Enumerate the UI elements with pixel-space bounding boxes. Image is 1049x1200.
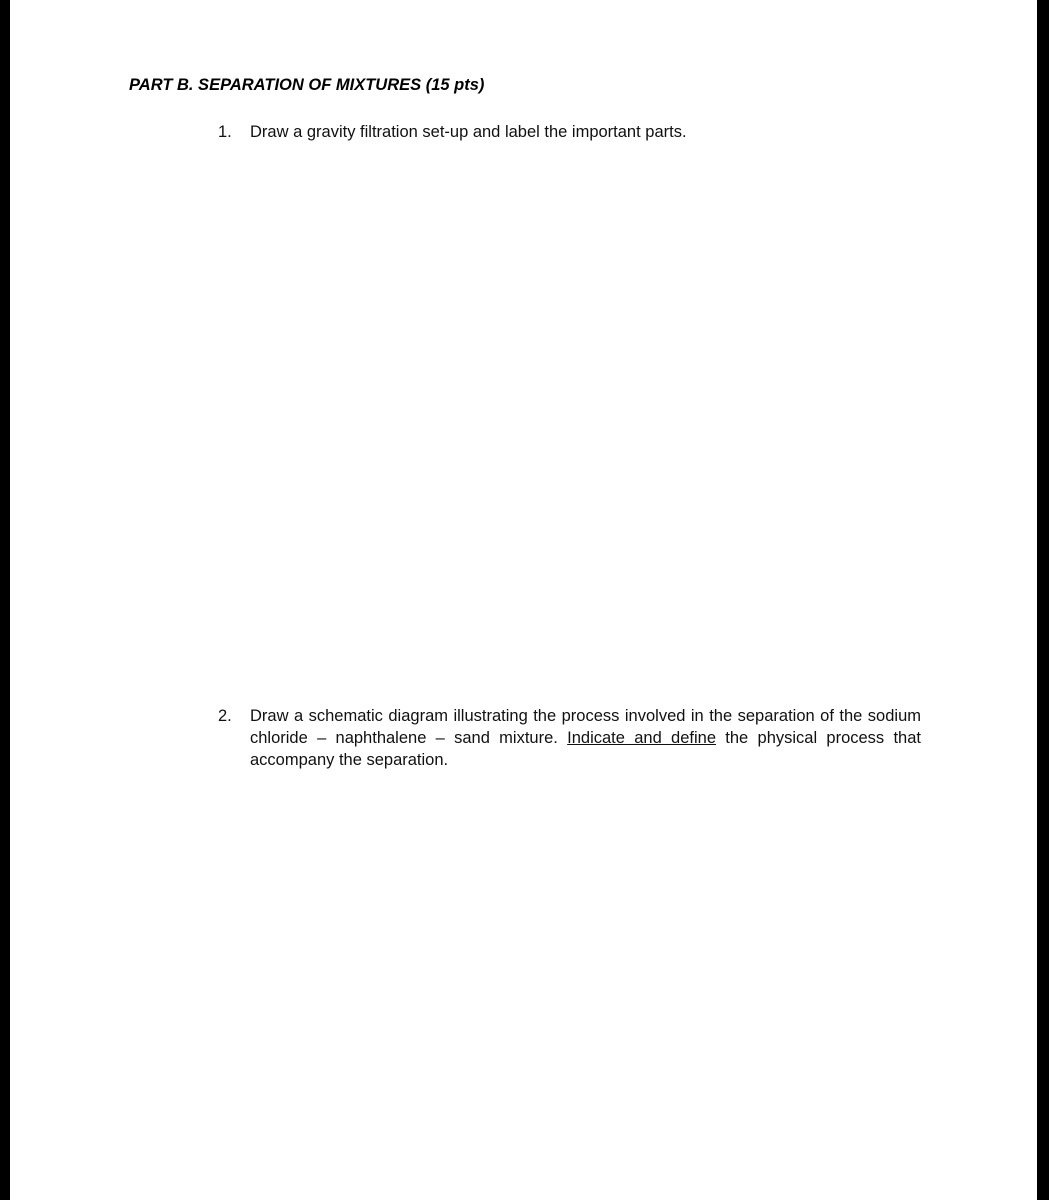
part-heading: PART B. SEPARATION OF MIXTURES (15 pts) [129, 76, 485, 94]
question-text-part-2: the physical process that accompany the separation. [250, 729, 921, 769]
question-number: 1. [218, 123, 232, 141]
document-page [10, 0, 1037, 1200]
question-1 [218, 121, 921, 143]
question-text: Draw a gravity filtration set-up and label the important parts. [250, 123, 687, 141]
question-2 [218, 705, 921, 771]
question-number: 2. [218, 707, 232, 725]
underlined-instruction: Indicate and define [567, 729, 716, 747]
question-text-part-1: Draw a schematic diagram illustrating the process involved in the separation of the sodium chloride – naphthalene – sand mixture. [250, 707, 921, 747]
question-text [250, 705, 921, 771]
